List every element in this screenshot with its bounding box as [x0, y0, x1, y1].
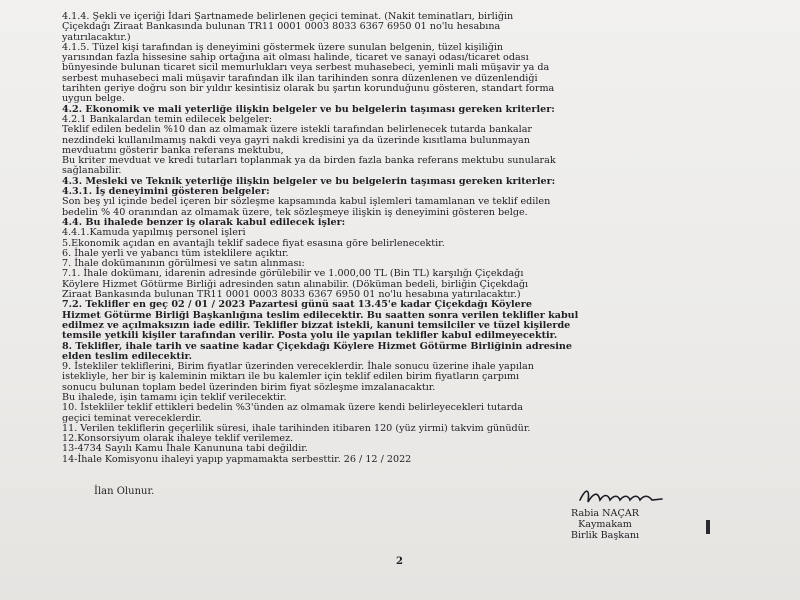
text-line: Bu kriter mevduat ve kredi tutarları toplanmak ya da birden fazla banka referans mektubu sunularak — [62, 155, 556, 167]
signature-block — [540, 508, 670, 541]
text-line: yatırılacaktır.) — [62, 31, 131, 43]
text-line: serbest muhasebeci mali müşavir tarafından ilk ilan tarihinden sonra düzenlenen ve düzenlendiği — [62, 72, 538, 84]
text-line: Köylere Hizmet Götürme Birliği adresinden satın alınabilir. (Döküman bedeli, birliğin Çiçekdağı — [62, 278, 529, 290]
signatory-name: Rabia NAÇAR — [571, 508, 639, 519]
text-line: Hizmet Götürme Birliği Başkanlığına teslim edilecektir. Bu saatten sonra verilen teklifler kabul — [62, 309, 579, 321]
text-line: 4.3. Mesleki ve Teknik yeterliğe ilişkin belgeler ve bu belgelerin taşıması gereken kriterler: — [62, 175, 556, 187]
text-line: bünyesinde bulunan ticaret sicil memurlukları veya serbest muhasebeci, yeminli mali müşavir ya da — [62, 62, 550, 74]
text-line: Çiçekdağı Ziraat Bankasında bulunan TR11 0001 0003 8033 6367 6950 01 no'lu hesabına — [62, 21, 501, 33]
text-line: 12.Konsorsiyum olarak ihaleye teklif verilemez. — [62, 433, 294, 445]
text-line: tarihten geriye doğru son bir yıldır kesintisiz olarak bu şartın korunduğunu gösteren, standart forma — [62, 83, 555, 95]
document-body — [62, 12, 702, 465]
text-line: 4.1.4. Şekli ve içeriği İdari Şartnamede belirlenen geçici teminat. (Nakit teminatları, birliğin — [62, 11, 514, 22]
text-line: 4.2. Ekonomik ve mali yeterliğe ilişkin belgeler ve bu belgelerin taşıması gereken kriterler: — [62, 103, 555, 115]
text-line: 7.2. Teklifler en geç 02 / 01 / 2023 Pazartesi günü saat 13.45'e kadar Çiçekdağı Köylere — [62, 299, 532, 311]
text-line: 4.2.1 Bankalardan temin edilecek belgeler: — [62, 113, 273, 125]
handwritten-signature — [576, 486, 666, 506]
text-line: 11. Verilen tekliflerin geçerlilik süresi, ihale tarihinden itibaren 120 (yüz yirmi) takvim günüdür. — [62, 422, 531, 434]
text-line: mevduatını gösterir banka referans mektubu, — [62, 144, 284, 156]
text-line: istekliyle, her bir iş kaleminin miktarı ile bu kalemler için teklif edilen birim fiyatların çarpımı — [62, 371, 520, 383]
text-line: edilmez ve açılmaksızın iade edilir. Teklifler bizzat istekli, kanuni temsilciler ve tüzel kişilerde — [62, 319, 571, 331]
closing-line: İlan Olunur. — [94, 486, 155, 497]
text-line: 9. İstekliler tekliflerini, Birim fiyatlar üzerinden vereceklerdir. İhale sonucu üzerine ihale yapılan — [62, 361, 534, 373]
text-line: 14-İhale Komisyonu ihaleyi yapıp yapmamakta serbesttir. 26 / 12 / 2022 — [62, 453, 412, 465]
page-number: 2 — [396, 556, 403, 567]
text-line: 13-4734 Sayılı Kamu İhale Kanununa tabi değildir. — [62, 443, 308, 455]
signatory-position: Birlik Başkanı — [570, 530, 640, 541]
margin-mark — [706, 520, 710, 534]
text-line: 5.Ekonomik açıdan en avantajlı teklif sadece fiyat esasına göre belirlenecektir. — [62, 237, 445, 249]
text-line: 4.3.1. İş deneyimini gösteren belgeler: — [62, 186, 270, 198]
text-line: bedelin % 40 oranından az olmamak üzere, tek sözleşmeye ilişkin iş deneyimini gösteren belge. — [62, 206, 528, 218]
text-line: Bu ihalede, işin tamamı için teklif verilecektir. — [62, 391, 287, 403]
text-line: 7. İhale dokümanının görülmesi ve satın alınması: — [62, 258, 305, 270]
text-line: 7.1. İhale dokümanı, idarenin adresinde görülebilir ve 1.000,00 TL (Bin TL) karşılığı Çiçekdağı — [62, 268, 524, 280]
text-line: Son beş yıl içinde bedel içeren bir sözleşme kapsamında kabul işlemleri tamamlanan ve teklif edilen — [62, 196, 551, 208]
text-line: yarısından fazla hissesine sahip ortağına ait olması halinde, ticaret ve sanayi odası/ticaret odası — [62, 52, 529, 64]
text-line: temsile yetkili kişiler tarafından verilir. Posta yolu ile yapılan teklifler kabul edilmeyecektir. — [62, 330, 558, 342]
signatory-title: Kaymakam — [578, 519, 632, 530]
text-line: 10. İstekliler teklif ettikleri bedelin %3'ünden az olmamak üzere kendi belirleyecekleri tutarda — [62, 402, 524, 414]
text-line: 4.1.5. Tüzel kişi tarafından iş deneyimini göstermek üzere sunulan belgenin, tüzel kişiliğin — [62, 41, 504, 53]
text-line: 4.4. Bu ihalede benzer iş olarak kabul edilecek işler: — [62, 216, 346, 228]
text-line: Ziraat Bankasında bulunan TR11 0001 0003 8033 6367 6950 01 no'lu hesabına yatırılacaktır.) — [62, 289, 521, 301]
text-line: geçici teminat vereceklerdir. — [62, 412, 202, 424]
text-line: sonucu bulunan toplam bedel üzerinden birim fiyat sözleşme imzalanacaktır. — [62, 381, 436, 393]
text-line: Teklif edilen bedelin %10 dan az olmamak üzere istekli tarafından belirlenecek tutarda bankalar — [62, 124, 532, 136]
text-line: 6. İhale yerli ve yabancı tüm isteklilere açıktır. — [62, 247, 289, 259]
text-line: 8. Teklifler, ihale tarih ve saatine kadar Çiçekdağı Köylere Hizmet Götürme Birliğinin adresine — [62, 340, 572, 352]
text-line: nezdindeki kullanılmamış nakdi veya gayri nakdi kredisini ya da üzerinde kısıtlama bulunmayan — [62, 134, 530, 146]
text-line: 4.4.1.Kamuda yapılmış personel işleri — [62, 227, 246, 239]
text-line: uygun belge. — [62, 93, 125, 105]
text-line: sağlanabilir. — [62, 165, 122, 177]
text-line: elden teslim edilecektir. — [62, 350, 192, 362]
